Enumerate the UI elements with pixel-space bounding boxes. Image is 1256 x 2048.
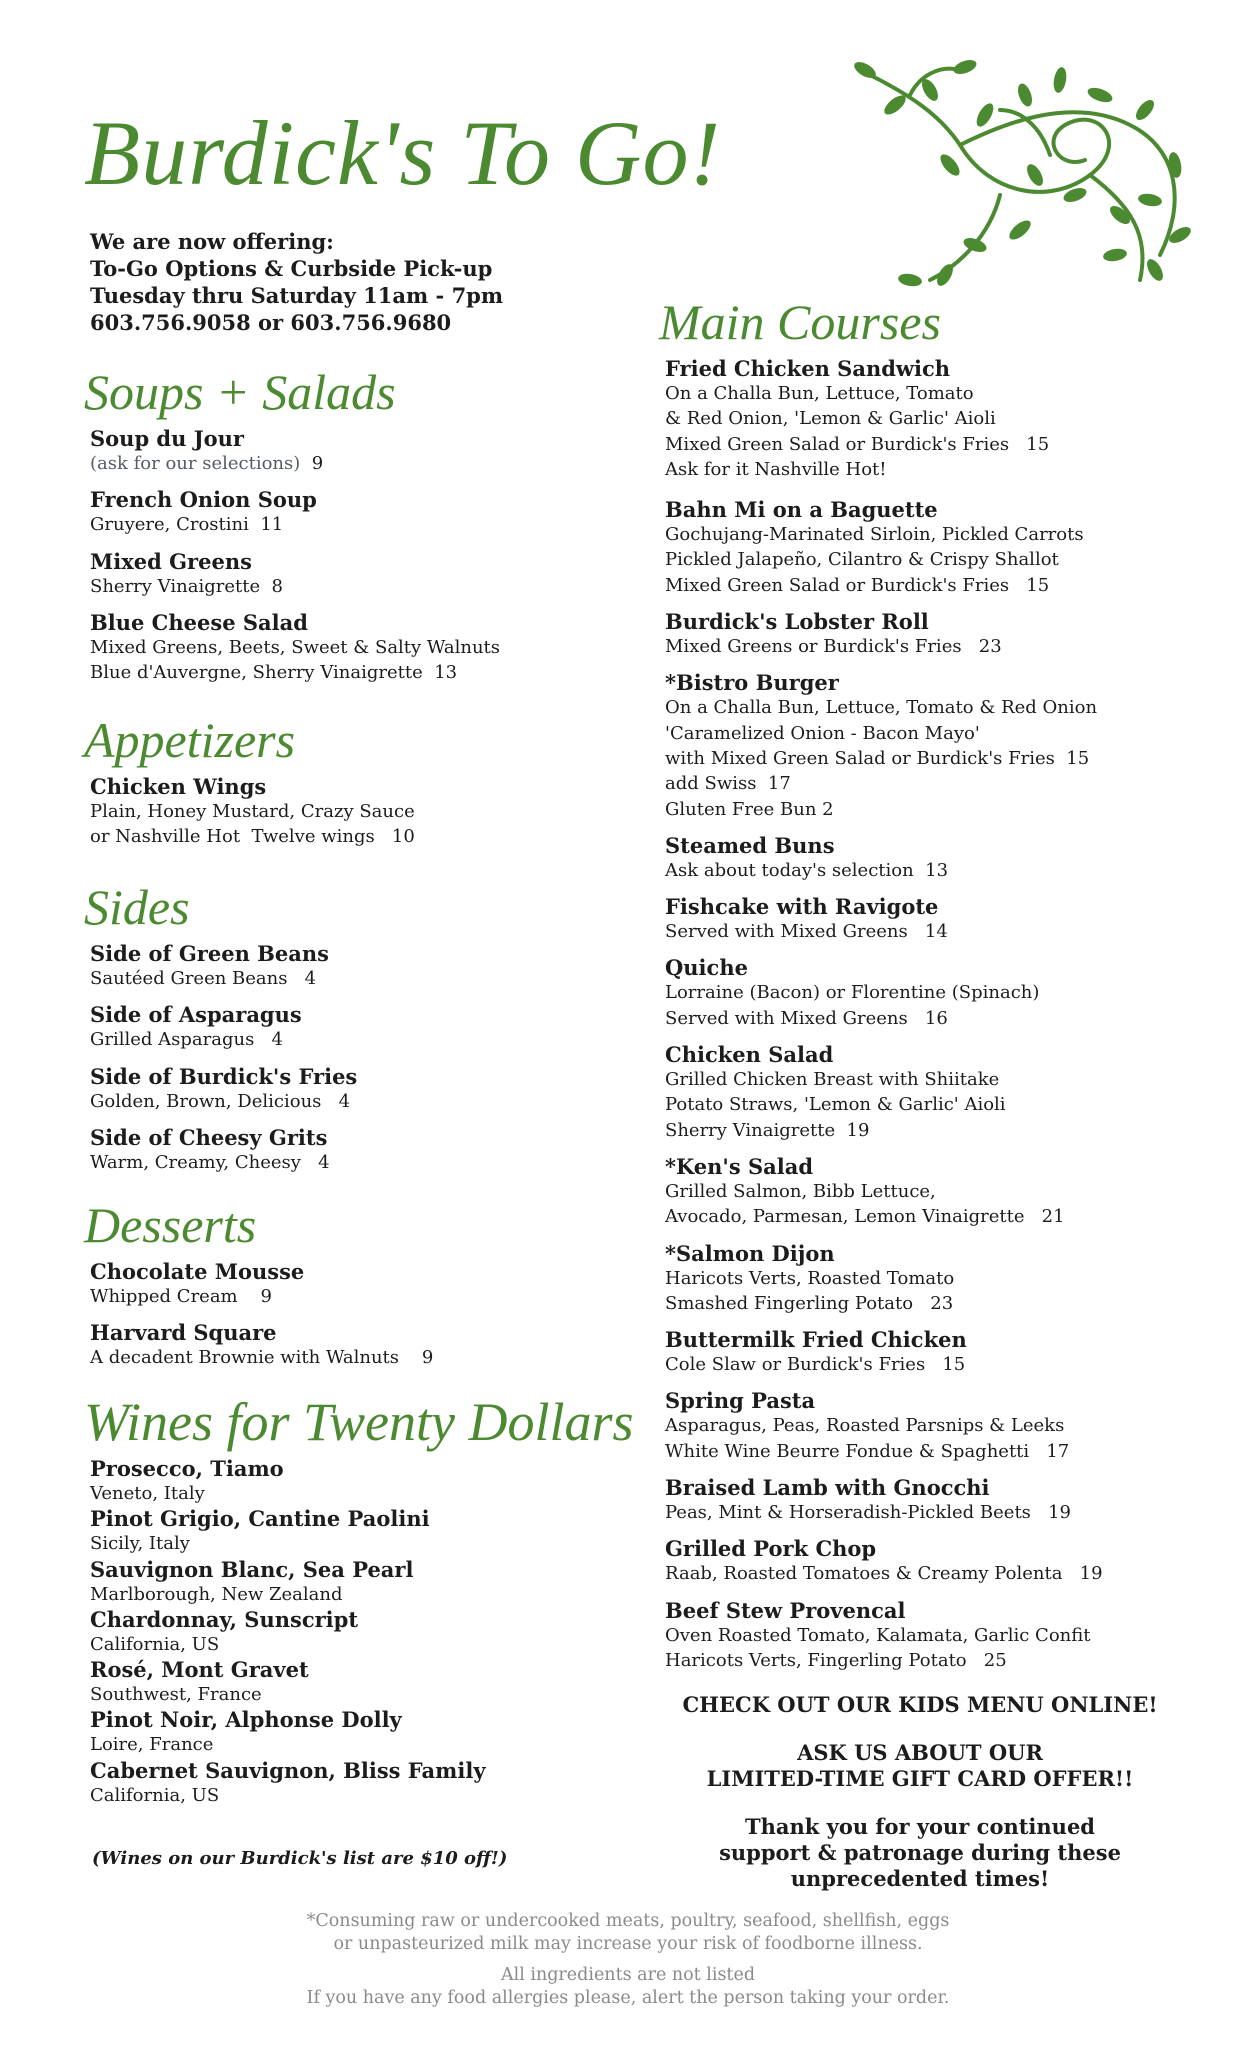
wine-region: California, US — [90, 1784, 220, 1806]
item-description: Peas, Mint & Horseradish-Pickled Beets 19 — [665, 1502, 1071, 1524]
wine-region: Sicily, Italy — [90, 1533, 190, 1555]
menu-item — [665, 1536, 1103, 1586]
item-description: Sautéed Green Beans 4 — [90, 968, 317, 989]
wine-name: Cabernet Sauvignon, Bliss Family — [90, 1757, 486, 1783]
item-description: Mixed Green Salad or Burdick's Fries 15 — [665, 574, 1050, 596]
wine-item — [90, 1506, 634, 1556]
item-name: Chicken Salad — [665, 1042, 834, 1068]
notice-line: LIMITED-TIME GIFT CARD OFFER!! — [706, 1766, 1134, 1791]
wine-name: Sauvignon Blanc, Sea Pearl — [90, 1556, 414, 1582]
item-description: Sherry Vinaigrette 8 — [90, 575, 283, 597]
menu-title: Burdick's To Go! — [84, 102, 722, 204]
item-name: Blue Cheese Salad — [90, 609, 308, 635]
wine-region: Marlborough, New Zealand — [90, 1583, 343, 1605]
section-heading: Sides — [84, 879, 190, 935]
gift-card-notice — [640, 1740, 1200, 1792]
menu-item — [90, 1320, 433, 1370]
item-description: On a Challa Bun, Lettuce, Tomato — [665, 383, 974, 404]
item-description: Cole Slaw or Burdick's Fries 15 — [665, 1354, 966, 1376]
menu-item — [665, 894, 1103, 944]
wine-region: Southwest, France — [90, 1684, 262, 1706]
item-description: Ask about today's selection 13 — [665, 859, 949, 881]
menu-item — [665, 497, 1103, 598]
section-heading: Main Courses — [659, 294, 941, 350]
wine-discount-note: (Wines on our Burdick's list are $10 off!) — [92, 1848, 508, 1869]
item-name: Side of Cheesy Grits — [90, 1124, 328, 1150]
item-description: Plain, Honey Mustard, Crazy Sauce — [90, 801, 415, 822]
item-name: Beef Stew Provencal — [665, 1597, 906, 1623]
item-name: Soup du Jour — [90, 426, 244, 451]
intro-line: To-Go Options & Curbside Pick-up — [90, 256, 493, 281]
item-description: Raab, Roasted Tomatoes & Creamy Polenta 19 — [665, 1563, 1103, 1585]
item-description: Mixed Green Salad or Burdick's Fries 15 — [665, 433, 1050, 455]
wine-item — [90, 1456, 634, 1506]
section-heading: Wines for Twenty Dollars — [84, 1392, 634, 1452]
item-name: *Bistro Burger — [665, 670, 839, 696]
item-name: Braised Lamb with Gnocchi — [665, 1475, 990, 1501]
wine-region: California, US — [90, 1633, 220, 1655]
menu-item — [90, 426, 500, 476]
item-description: Mixed Greens or Burdick's Fries 23 — [665, 636, 1002, 658]
section-sides — [84, 877, 358, 1186]
menu-item — [665, 356, 1103, 482]
item-description: White Wine Beurre Fondue & Spaghetti 17 — [665, 1440, 1070, 1462]
menu-item — [90, 774, 415, 850]
menu-item — [665, 1598, 1103, 1674]
item-description: Mixed Greens, Beets, Sweet & Salty Walnuts — [90, 636, 501, 658]
section-heading: Soups + Salads — [84, 364, 396, 420]
item-description: add Swiss 17 — [665, 773, 791, 795]
menu-item — [90, 1125, 357, 1175]
menu-item — [665, 609, 1103, 659]
wine-item — [90, 1657, 634, 1707]
item-description: 'Caramelized Onion - Bacon Mayo' — [665, 722, 980, 744]
item-description: Whipped Cream 9 — [90, 1286, 272, 1307]
menu-item — [665, 1475, 1103, 1525]
item-description: Served with Mixed Greens 14 — [665, 921, 948, 943]
item-description: Grilled Chicken Breast with Shiitake — [665, 1069, 1000, 1091]
item-name: Side of Green Beans — [90, 941, 329, 966]
section-main-courses — [659, 292, 1103, 1684]
menu-item — [665, 833, 1103, 883]
section-appetizers — [84, 710, 415, 861]
item-name: Chocolate Mousse — [90, 1259, 305, 1284]
menu-item — [90, 1259, 433, 1309]
menu-item — [665, 1241, 1103, 1317]
item-description: & Red Onion, 'Lemon & Garlic' Aioli — [665, 408, 996, 430]
menu-item — [90, 487, 500, 537]
item-name: Side of Asparagus — [90, 1002, 302, 1028]
item-description: On a Challa Bun, Lettuce, Tomato & Red Onion — [665, 697, 1098, 719]
item-description: Blue d'Auvergne, Sherry Vinaigrette 13 — [90, 662, 458, 684]
wine-item — [90, 1607, 634, 1657]
item-name: Bahn Mi on a Baguette — [665, 497, 938, 523]
item-description: Gruyere, Crostini 11 — [90, 514, 284, 536]
wine-region: Veneto, Italy — [90, 1483, 205, 1504]
item-description: or Nashville Hot Twelve wings 10 — [90, 826, 415, 848]
menu-item — [90, 941, 357, 991]
item-name: *Ken's Salad — [665, 1153, 814, 1179]
item-name: Chicken Wings — [90, 774, 267, 799]
section-desserts — [84, 1195, 434, 1382]
item-description: A decadent Brownie with Walnuts 9 — [90, 1347, 434, 1369]
item-description: Lorraine (Bacon) or Florentine (Spinach) — [665, 982, 1040, 1004]
item-name: French Onion Soup — [90, 487, 317, 513]
item-description: Golden, Brown, Delicious 4 — [90, 1090, 351, 1112]
item-description: Haricots Verts, Fingerling Potato 25 — [665, 1649, 1007, 1671]
thank-you-notice — [640, 1814, 1200, 1892]
item-description: Served with Mixed Greens 16 — [665, 1007, 948, 1029]
item-description: Asparagus, Peas, Roasted Parsnips & Leeks — [665, 1415, 1065, 1437]
menu-item — [665, 1154, 1103, 1230]
item-description: Oven Roasted Tomato, Kalamata, Garlic Confit — [665, 1624, 1091, 1646]
section-heading: Desserts — [84, 1197, 257, 1253]
menu-item — [90, 1002, 357, 1052]
item-description: Ask for it Nashville Hot! — [665, 458, 887, 480]
item-description: with Mixed Green Salad or Burdick's Fries 15 — [665, 747, 1090, 769]
wine-name: Pinot Grigio, Cantine Paolini — [90, 1506, 430, 1532]
item-description: Potato Straws, 'Lemon & Garlic' Aioli — [665, 1094, 1006, 1116]
item-name: Buttermilk Fried Chicken — [665, 1327, 967, 1353]
wine-name: Chardonnay, Sunscript — [90, 1606, 359, 1632]
footer-line: All ingredients are not listed — [500, 1965, 756, 1985]
item-name: Side of Burdick's Fries — [90, 1063, 358, 1089]
item-description: (ask for our selections) — [90, 453, 301, 474]
item-name: Quiche — [665, 955, 748, 981]
wine-name: Prosecco, Tiamo — [90, 1456, 284, 1481]
item-description: Grilled Asparagus 4 — [90, 1029, 283, 1051]
item-name: Mixed Greens — [90, 548, 252, 574]
footer-line: or unpasteurized milk may increase your risk of foodborne illness. — [333, 1934, 923, 1954]
footer-disclaimer — [0, 1910, 1256, 2010]
section-heading: Appetizers — [84, 712, 296, 768]
wine-item — [90, 1707, 634, 1757]
footer-line: *Consuming raw or undercooked meats, poultry, seafood, shellfish, eggs — [306, 1911, 950, 1931]
vine-ornament-icon — [850, 55, 1200, 300]
item-name: Steamed Buns — [665, 832, 835, 858]
item-description: Grilled Salmon, Bibb Lettuce, — [665, 1180, 936, 1202]
item-name: *Salmon Dijon — [665, 1240, 835, 1266]
item-name: Fried Chicken Sandwich — [665, 356, 951, 381]
menu-item — [665, 1327, 1103, 1377]
notice-line: support & patronage during these — [719, 1840, 1121, 1865]
wine-region: Loire, France — [90, 1734, 214, 1756]
wine-name: Rosé, Mont Gravet — [90, 1657, 309, 1683]
menu-item — [665, 1042, 1103, 1143]
kids-menu-notice: CHECK OUT OUR KIDS MENU ONLINE! — [682, 1692, 1158, 1717]
item-description: Warm, Creamy, Cheesy 4 — [90, 1151, 330, 1173]
intro-block — [90, 228, 503, 336]
item-description: Gochujang-Marinated Sirloin, Pickled Carrots — [665, 524, 1084, 546]
menu-item — [665, 1388, 1103, 1464]
menu-item — [665, 670, 1103, 821]
wine-item — [90, 1758, 634, 1808]
notice-line: unprecedented times! — [790, 1866, 1050, 1891]
menu-item — [90, 1064, 357, 1114]
item-description: Pickled Jalapeño, Cilantro & Crispy Shallot — [665, 549, 1059, 571]
item-name: Fishcake with Ravigote — [665, 894, 939, 920]
menu-item — [90, 610, 500, 686]
item-description: Haricots Verts, Roasted Tomato — [665, 1267, 955, 1289]
notice-line: Thank you for your continued — [744, 1814, 1095, 1839]
wine-name: Pinot Noir, Alphonse Dolly — [90, 1707, 402, 1733]
phone-numbers: 603.756.9058 or 603.756.9680 — [90, 310, 452, 335]
wine-item — [90, 1557, 634, 1607]
section-wines — [84, 1392, 634, 1808]
item-name: Harvard Square — [90, 1320, 277, 1346]
item-description: Smashed Fingerling Potato 23 — [665, 1292, 954, 1314]
item-price: 9 — [311, 453, 324, 474]
menu-item — [665, 955, 1103, 1031]
item-description: Sherry Vinaigrette 19 — [665, 1119, 870, 1141]
item-description: Avocado, Parmesan, Lemon Vinaigrette 21 — [665, 1206, 1065, 1228]
footer-line: If you have any food allergies please, alert the person taking your order. — [306, 1988, 950, 2008]
section-soups-salads — [84, 362, 501, 696]
menu-item — [90, 549, 500, 599]
item-name: Spring Pasta — [665, 1388, 816, 1414]
intro-line: We are now offering: — [90, 229, 334, 254]
notice-line: ASK US ABOUT OUR — [797, 1740, 1043, 1765]
item-description: Gluten Free Bun 2 — [665, 798, 834, 820]
intro-line: Tuesday thru Saturday 11am - 7pm — [90, 283, 504, 308]
item-name: Burdick's Lobster Roll — [665, 609, 929, 635]
item-name: Grilled Pork Chop — [665, 1536, 877, 1562]
